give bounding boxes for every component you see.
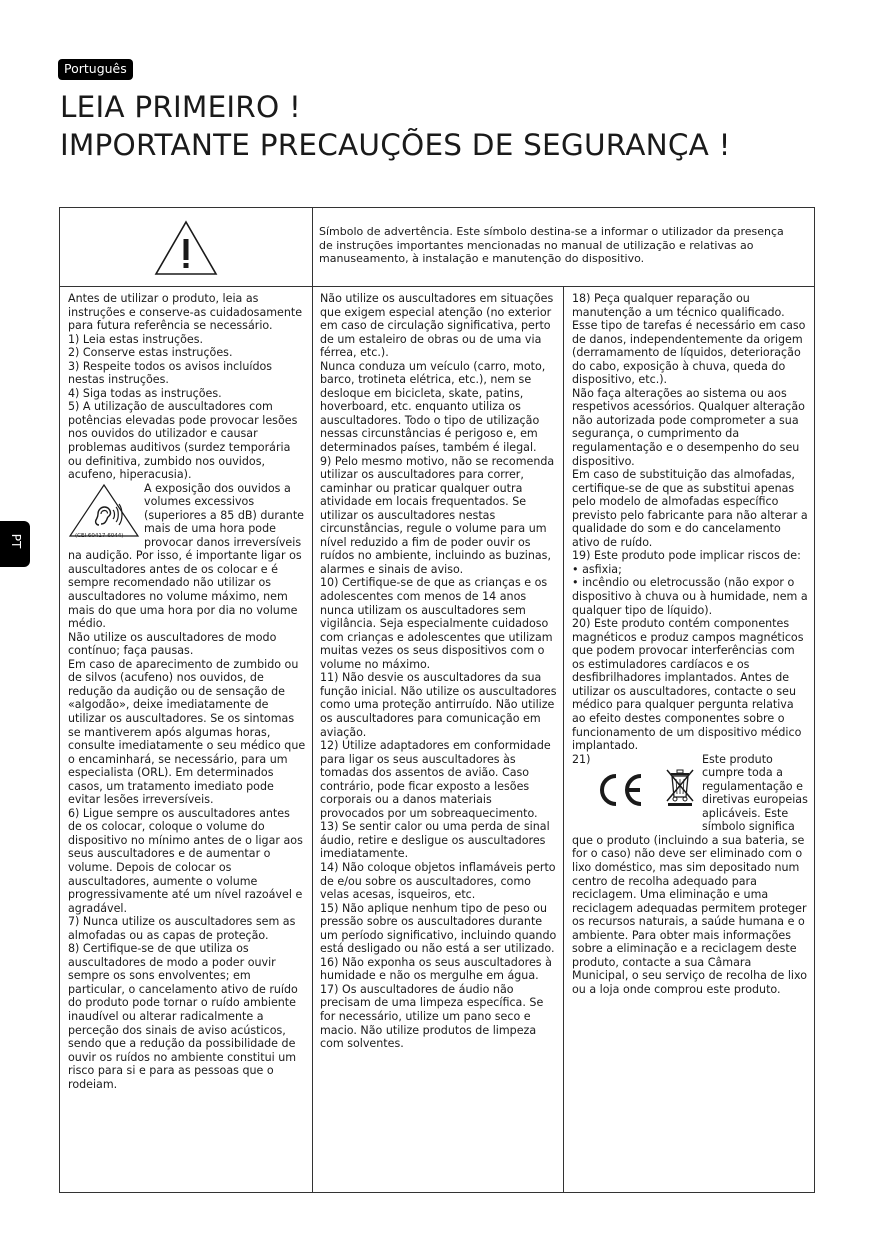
- instruction-5: 5) A utilização de auscultadores com potências elevadas pode provocar lesões nos ouvidos do utilizador e causar problemas auditivos (surdez temporária ou definitiva, zumbido nos ouvidos, acufeno, hiperacusia).: [68, 400, 298, 482]
- side-tab-label: PT: [9, 533, 23, 549]
- column-1: [68, 292, 306, 1091]
- instruction-8: 8) Certifique-se de que utiliza os auscultadores de modo a poder ouvir sempre os sons envolventes; em particular, o cancelamento ativo de ruído do produto pode tornar o ruído ambiente inaudível ou alterar radicalmente a perceção dos sinais de aviso acústicos, sendo que a redução da possibilidade de ouvir os ruídos no ambiente constitui um risco para si e para as pessoas que o rodeiam.: [68, 942, 298, 1091]
- instruction-17: 17) Os auscultadores de áudio não precisam de uma limpeza específica. Se for necessário, utilize um pano seco e macio. Não utilize produtos de limpeza com solventes.: [320, 982, 544, 1051]
- instruction-15: 15) Não aplique nenhum tipo de peso ou pressão sobre os auscultadores durante um período significativo, incluindo quando está desligado ou não está a ser utilizado.: [320, 901, 557, 956]
- instruction-4: 4) Siga todas as instruções.: [68, 386, 222, 400]
- title-line-1: LEIA PRIMEIRO !: [60, 90, 302, 124]
- warning-triangle-icon: [154, 220, 218, 276]
- instruction-3: 3) Respeite todos os avisos incluídos nestas instruções.: [68, 359, 273, 387]
- instruction-14: 14) Não coloque objetos inflamáveis perto de e/ou sobre os auscultadores, como velas acesas, isqueiros, etc.: [320, 860, 556, 902]
- instruction-11: 11) Não desvie os auscultadores da sua função inicial. Não utilize os auscultadores como uma proteção antirruído. Não utilize os auscultadores para comunicação em aviação.: [320, 671, 557, 739]
- exposure-warning: A exposição dos ouvidos a volumes excessivos (superiores a 85 dB) durante mais de uma hora pode provocar danos irreversíveis na audição. Por isso, é importante ligar os auscultadores antes de os colocar e é sempre recomendado não utilizar os auscultadores no volume máximo, nem mais do que uma hora por dia no volume médio.: [68, 481, 304, 631]
- instruction-2: 2) Conserve estas instruções.: [68, 346, 233, 360]
- instruction-21: Este produto cumpre toda a regulamentação e diretivas europeias aplicáveis. Este símbolo significa que o produto (incluindo a sua bateria, se for o caso) não deve ser eliminado com o lixo doméstico, mas sim depositado num centro de recolha adequado para reciclagem. Uma eliminação e uma reciclagem adequadas permitem proteger os recursos naturais, a saúde humana e o ambiente. Para obter mais informações sobre a eliminação e a reciclagem deste produto, contacte a sua Câmara Municipal, o seu serviço de recolha de lixo ou a loja onde comprou este produto.: [572, 752, 808, 996]
- column-2: [320, 292, 558, 1051]
- instruction-6: 6) Ligue sempre os auscultadores antes de os colocar, coloque o volume do dispositivo no mínimo antes de o ligar aos seus auscultadores e de aumentar o volume. Depois de colocar os auscultadores, aumente o volume progressivamente até um nível razoável e agradável.: [68, 806, 303, 915]
- continuous-use-warning: Não utilize os auscultadores de modo contínuo; faça pausas.: [68, 630, 277, 658]
- risk-bullet-2: • incêndio ou eletrocussão (não expor o dispositivo à chuva ou à humidade, nem a qualquer tipo de líquido).: [572, 576, 808, 617]
- instruction-12: 12) Utilize adaptadores em conformidade para ligar os seus auscultadores às tomadas dos assentos de avião. Caso contrário, pode ficar exposto a lesões corporais ou a danos materiais provocados por um sobreaquecimento.: [320, 739, 551, 820]
- instruction-18: 18) Peça qualquer reparação ou manutenção a um técnico qualificado. Esse tipo de tarefas é necessário em caso de danos, independentemente da origem (derramamento de líquidos, deterioração do cabo, exposição à chuva, queda do dispositivo, etc.).: [572, 292, 806, 387]
- instruction-10: 10) Certifique-se de que as crianças e os adolescentes com menos de 14 anos nunca utilizam os auscultadores sem vigilância. Seja especialmente cuidadoso com crianças e adolescentes que utilizam muitas vezes os seus dispositivos com o volume no máximo.: [320, 576, 553, 671]
- instruction-7: 7) Nunca utilize os auscultadores sem as almofadas ou as capas de proteção.: [68, 915, 296, 942]
- instruction-19: 19) Este produto pode implicar riscos de:: [572, 549, 801, 563]
- instruction-21-number: 21): [572, 752, 591, 766]
- safety-table: [59, 207, 815, 1193]
- hearing-icon-reference: (CEI 60417-6044): [75, 532, 124, 539]
- driving-warning: Nunca conduza um veículo (carro, moto, barco, trotineta elétrica, etc.), nem se desloque em bicicleta, skate, patins, hoverboard, etc. enquanto utiliza os auscultadores. Todo o tipo de utilização nessas circunstâncias é perigoso e, em determinados países, também é ilegal.: [320, 359, 546, 455]
- column-divider-2: [563, 286, 564, 1192]
- warning-symbol-description: Símbolo de advertência. Este símbolo destina-se a informar o utilizador da presença de instruções importantes mencionadas no manual de utilização e relativas ao manuseamento, à instalação e manutenção do dispositivo.: [319, 225, 784, 265]
- compliance-marks: [572, 753, 698, 823]
- risk-bullet-1: • asfixia;: [572, 562, 622, 576]
- column-divider-1: [312, 208, 313, 1192]
- crossed-out-bin-icon: [664, 767, 696, 807]
- instruction-13: 13) Se sentir calor ou uma perda de sinal áudio, retire e desligue os auscultadores imediatamente.: [320, 820, 550, 861]
- instruction-20: 20) Este produto contém componentes magnéticos e produz campos magnéticos que podem provocar interferências com os estimuladores cardíacos e os desfibrilhadores implantados. Antes de utilizar os auscultadores, contacte o seu médico para qualquer pergunta relativa ao efeito destes componentes sobre o funcionamento de um dispositivo médico implantado.: [572, 617, 804, 753]
- title-line-2: IMPORTANTE PRECAUÇÕES DE SEGURANÇA !: [60, 128, 731, 162]
- tinnitus-warning: Em caso de aparecimento de zumbido ou de silvos (acufeno) nos ouvidos, de redução da audição ou de sensação de «algodão», deixe imediatamente de utilizar os auscultadores. Se os sintomas se mantiverem após algumas horas, consulte imediatamente o seu médico que o encaminhará, se necessário, para um especialista (ORL). Em determinados casos, um tratamento imediato pode evitar lesões irreversíveis.: [68, 657, 306, 807]
- instruction-9: 9) Pelo mesmo motivo, não se recomenda utilizar os auscultadores para correr, caminhar ou praticar qualquer outra atividade em locais frequentados. Se utilizar os auscultadores nestas circunstâncias, regule o volume para um nível reduzido a fim de poder ouvir os ruídos no ambiente, incluindo as buzinas, alarmes e sinais de aviso.: [320, 454, 555, 576]
- language-side-tab: [0, 521, 30, 567]
- instruction-16: 16) Não exponha os seus auscultadores à humidade e não os mergulhe em água.: [320, 955, 552, 983]
- modification-warning: Não faça alterações ao sistema ou aos respetivos acessórios. Qualquer alteração não autorizada pode comprometer a sua segurança, o cumprimento da regulamentação e o desempenho do seu dispositivo.: [572, 386, 805, 468]
- cushion-replacement: Em caso de substituição das almofadas, certifique-se de que as substitui apenas pelo modelo de almofadas específico previsto pelo fabricante para não alterar a qualidade do som e do cancelamento ativo de ruído.: [572, 468, 808, 549]
- traffic-warning: Não utilize os auscultadores em situações que exigem especial atenção (no exterior em caso de circulação significativa, perto de um estaleiro de obras ou de uma via férrea, etc.).: [320, 292, 554, 360]
- row-divider: [60, 286, 814, 287]
- column-3: [572, 292, 810, 996]
- page-title: [60, 88, 731, 164]
- intro-text: Antes de utilizar o produto, leia as instruções e conserve-as cuidadosamente para futura referência se necessário.: [68, 292, 303, 333]
- instruction-1: 1) Leia estas instruções.: [68, 332, 204, 346]
- hearing-warning-figure: [68, 483, 140, 539]
- language-badge: Português: [58, 59, 133, 80]
- ce-mark-icon: [596, 773, 646, 807]
